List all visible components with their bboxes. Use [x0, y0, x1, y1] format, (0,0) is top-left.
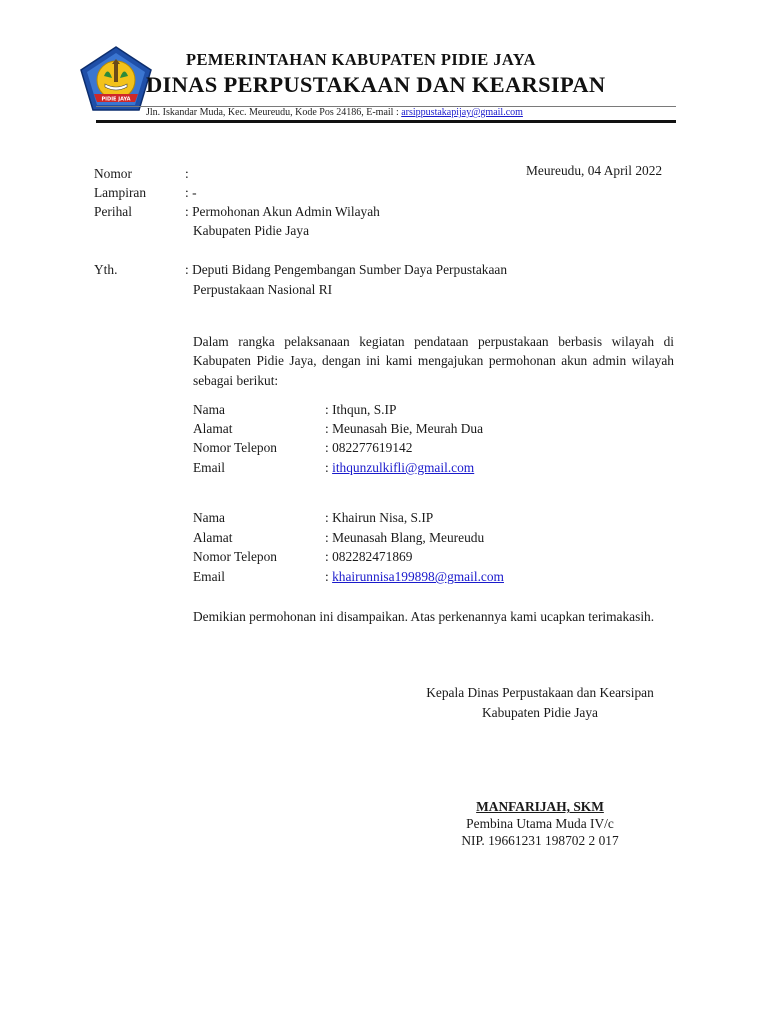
admin2-alamat-value: : Meunasah Blang, Meureudu [325, 530, 485, 545]
admin2-nama-value: : Khairun Nisa, S.IP [325, 510, 434, 525]
admin1-nama-value: : Ithqun, S.IP [325, 402, 397, 417]
signer-nip: NIP. 19661231 198702 2 017 [461, 833, 619, 848]
admin1-email-separator: : [325, 460, 329, 475]
admin1-alamat-value: : Meunasah Bie, Meurah Dua [325, 421, 484, 436]
signature-title [390, 683, 690, 722]
recipient-label: Yth. [94, 262, 118, 277]
admin2-alamat-label: Alamat [193, 530, 233, 545]
lampiran-label: Lampiran [94, 185, 147, 200]
letterhead-department: DINAS PERPUSTAKAAN DAN KEARSIPAN [146, 72, 606, 97]
perihal-label: Perihal [94, 204, 132, 219]
perihal-value-line2: Kabupaten Pidie Jaya [193, 223, 310, 238]
nomor-value: : [185, 166, 189, 181]
nomor-label: Nomor [94, 166, 132, 181]
letterhead-address [146, 107, 523, 118]
admin2-nama-label: Nama [193, 510, 225, 525]
signature-title-line1: Kepala Dinas Perpustakaan dan Kearsipan [426, 685, 654, 700]
perihal-value: : Permohonan Akun Admin Wilayah [185, 204, 380, 219]
closing-paragraph: Demikian permohonan ini disampaikan. Atas perkenannya kami ucapkan terimakasih. [193, 609, 655, 624]
admin2-telp-value: : 082282471869 [325, 549, 413, 564]
signer-name: MANFARIJAH, SKM [476, 799, 604, 814]
admin2-email-separator: : [325, 569, 329, 584]
admin1-email-link[interactable]: ithqunzulkifli@gmail.com [332, 460, 475, 475]
admin1-telp-label: Nomor Telepon [193, 440, 277, 455]
address-text: Jln. Iskandar Muda, Kec. Meureudu, Kode Pos 24186, E-mail : [146, 107, 402, 118]
letterhead-government: PEMERINTAHAN KABUPATEN PIDIE JAYA [186, 50, 536, 69]
lampiran-value: : - [185, 185, 197, 200]
admin2-email-label: Email [193, 569, 225, 584]
recipient-line2: Perpustakaan Nasional RI [193, 282, 333, 297]
admin1-telp-value: : 082277619142 [325, 440, 413, 455]
admin2-email-value [325, 569, 504, 585]
letter-date: Meureudu, 04 April 2022 [526, 163, 663, 178]
regency-emblem-logo [78, 44, 154, 114]
admin2-email-link[interactable]: khairunnisa199898@gmail.com [332, 569, 504, 584]
admin1-alamat-label: Alamat [193, 421, 233, 436]
signer-rank: Pembina Utama Muda IV/c [466, 816, 614, 831]
logo-banner-text: PIDIE JAYA [101, 96, 131, 103]
signature-block [390, 798, 690, 849]
recipient-line1: : Deputi Bidang Pengembangan Sumber Daya Perpustakaan [185, 262, 508, 277]
admin1-email-label: Email [193, 460, 225, 475]
signature-title-line2: Kabupaten Pidie Jaya [481, 704, 599, 720]
letterhead-email-link[interactable]: arsippustakapijay@gmail.com [401, 107, 523, 118]
intro-paragraph: Dalam rangka pelaksanaan kegiatan pendataan perpustakaan berbasis wilayah di Kabupaten Pidie Jaya, dengan ini kami mengajukan permohonan akun admin wilayah sebagai berikut: [193, 334, 674, 388]
admin2-telp-label: Nomor Telepon [193, 549, 277, 564]
admin1-nama-label: Nama [193, 402, 225, 417]
letterhead-divider-thick [96, 120, 676, 123]
admin1-email-value [325, 460, 474, 476]
